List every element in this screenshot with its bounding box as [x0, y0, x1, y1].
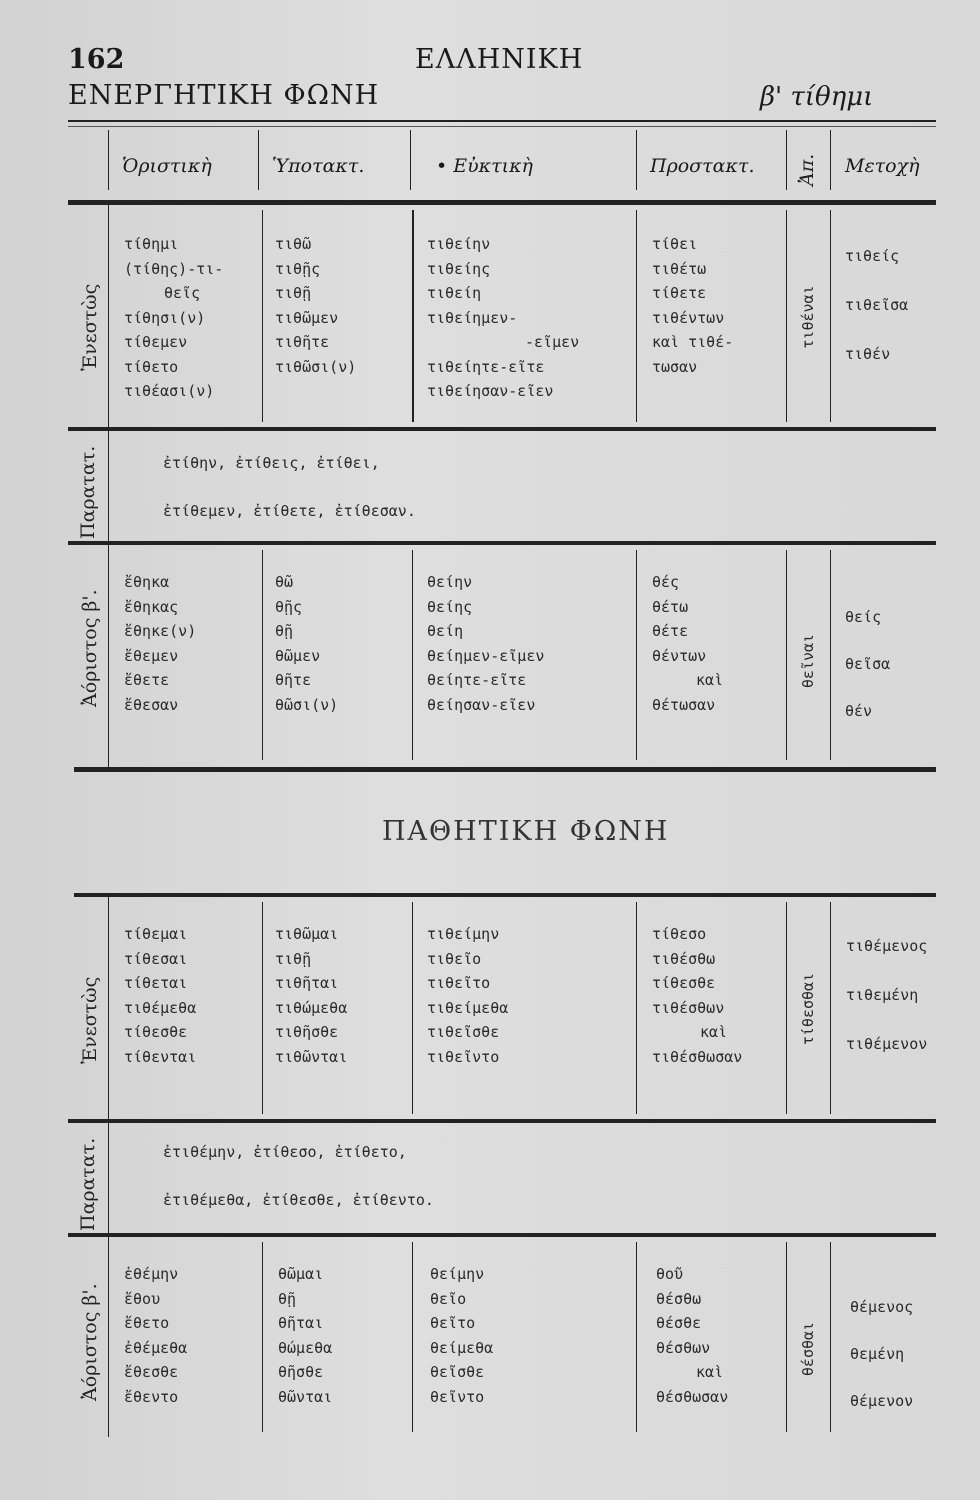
form: θῶμαι	[278, 1265, 324, 1283]
row-rule	[68, 427, 936, 431]
voice-heading-active: ΕΝΕΡΓΗΤΙΚΗ ΦΩΝΗ	[68, 80, 380, 111]
col-header-subjunctive: Ὑποτακτ.	[272, 155, 365, 177]
form: τιθεμένη	[846, 986, 919, 1004]
col-sep	[258, 130, 259, 190]
form: τιθείς	[845, 247, 900, 265]
active-aorist-imperative	[652, 570, 723, 717]
col-sep	[412, 1242, 413, 1432]
form: τιθείμην	[427, 925, 500, 943]
row-label-active-present: Ἐνεστὼς	[79, 283, 101, 371]
col-sep	[108, 1123, 109, 1235]
form: -εῖμεν	[525, 333, 580, 351]
form: καὶ	[700, 1023, 728, 1041]
form: τιθείην	[427, 235, 491, 253]
col-sep	[786, 550, 787, 760]
form: θέτωσαν	[652, 695, 716, 714]
form: τιθέσθω	[652, 949, 716, 968]
active-aorist-subjunctive	[275, 570, 338, 717]
form: θές	[652, 573, 680, 591]
form: ἔθετε	[124, 671, 170, 689]
form: τιθείητε-εῖτε	[427, 357, 545, 376]
form: θέντων	[652, 646, 707, 665]
form: θέτω	[652, 597, 689, 616]
form: τιθέασι(ν)	[124, 382, 215, 400]
form: τιθεῖσα	[845, 296, 909, 314]
form: θεῖσθε	[430, 1363, 485, 1381]
form: τιθείης	[427, 259, 491, 278]
form: καὶ τιθέ-	[652, 333, 734, 351]
col-sep	[830, 130, 831, 190]
form: τιθέτω	[652, 259, 707, 278]
form: θοῦ	[656, 1265, 684, 1283]
form: θῶ	[275, 573, 294, 591]
form: τιθείησαν-εῖεν	[427, 382, 554, 400]
form: θεμένη	[850, 1345, 905, 1363]
active-present-imperative	[652, 232, 733, 379]
form: ἐθέμην	[124, 1265, 179, 1283]
col-sep	[108, 130, 109, 190]
active-present-subjunctive	[275, 232, 356, 379]
form: θείη	[427, 622, 464, 640]
col-sep	[786, 210, 787, 422]
passive-present-infinitive: τίθεσθαι	[799, 972, 817, 1046]
form: τίθεμαι	[124, 925, 188, 943]
active-present-infinitive: τιθέναι	[799, 285, 817, 349]
form: τιθέντων	[652, 308, 725, 327]
row-rule	[68, 1233, 936, 1237]
form: τιθέμενον	[846, 1035, 928, 1053]
form: θείμεθα	[430, 1338, 494, 1357]
form: θεῖο	[430, 1289, 467, 1308]
col-header-optative: • Εὐκτικὴ	[436, 155, 533, 177]
passive-present-subjunctive	[275, 922, 347, 1069]
form: τωσαν	[652, 357, 698, 376]
form: τίθετο	[124, 357, 179, 376]
col-sep	[108, 205, 109, 427]
form: θῆσθε	[278, 1363, 324, 1381]
verb-heading: β' τίθημι	[760, 82, 874, 112]
form: τιθῆτε	[275, 333, 330, 351]
col-sep	[108, 1237, 109, 1437]
passive-imperfect-line-1: ἐτιθέμην, ἐτίθεσο, ἐτίθετο,	[163, 1143, 407, 1161]
header-rule-thin	[68, 126, 936, 127]
form: τίθενται	[124, 1047, 197, 1066]
form: τιθῇ	[275, 949, 312, 968]
form: θῆται	[278, 1314, 324, 1332]
form: θεῖσα	[845, 655, 891, 673]
form: θέσθων	[656, 1338, 711, 1357]
form: τιθῶμεν	[275, 308, 339, 327]
form: ἔθεσθε	[124, 1363, 179, 1381]
form: θείην	[427, 573, 473, 591]
row-label-active-imperfect: Παρατατ.	[77, 445, 99, 539]
form: θῇς	[275, 597, 303, 616]
form: τιθῶνται	[275, 1047, 348, 1066]
form: ἔθου	[124, 1289, 161, 1308]
passive-present-indicative	[124, 922, 196, 1069]
form: θῶμεν	[275, 646, 321, 665]
form: καὶ	[696, 671, 724, 689]
col-sep	[412, 550, 413, 760]
form: ἔθηκε(ν)	[124, 622, 197, 640]
form: ἔθετο	[124, 1314, 170, 1332]
passive-present-optative	[427, 922, 508, 1069]
col-sep	[636, 130, 637, 190]
row-label-active-aorist: Ἀόριστος β'.	[79, 589, 101, 707]
form: θῇ	[275, 622, 294, 640]
col-header-participle: Μετοχὴ	[845, 155, 920, 177]
passive-present-imperative	[652, 922, 742, 1069]
form: τιθῇ	[275, 284, 312, 302]
form: τιθεῖτο	[427, 974, 491, 992]
passive-aorist-indicative	[124, 1262, 187, 1409]
form: (τίθης)-τι-	[124, 259, 224, 278]
passive-aorist-infinitive: θέσθαι	[799, 1321, 817, 1377]
form: τίθεται	[124, 974, 188, 992]
form: τίθετε	[652, 284, 707, 302]
active-imperfect-line-1: ἐτίθην, ἐτίθεις, ἐτίθει,	[163, 454, 380, 472]
form: τιθεῖο	[427, 949, 482, 968]
form: θείησαν-εῖεν	[427, 695, 536, 714]
active-present-indicative	[124, 232, 223, 404]
form: τιθῶ	[275, 235, 312, 253]
form: τιθῆται	[275, 974, 339, 992]
form: θέτε	[652, 622, 689, 640]
form: καὶ	[696, 1363, 724, 1381]
col-sep	[262, 1242, 263, 1432]
form: τιθέν	[845, 345, 891, 363]
form: τίθεσο	[652, 925, 707, 943]
col-sep	[108, 545, 109, 767]
row-rule	[68, 541, 936, 545]
row-label-passive-aorist: Ἀόριστος β'.	[79, 1283, 101, 1401]
form: τίθεσαι	[124, 949, 188, 968]
col-sep	[636, 550, 637, 760]
form: τιθῶσι(ν)	[275, 357, 357, 376]
col-sep	[830, 550, 831, 760]
col-header-infinitive: Ἀπ.	[796, 153, 818, 186]
active-aorist-infinitive: θεῖναι	[799, 633, 817, 689]
col-sep	[412, 902, 413, 1114]
form: τιθέσθωσαν	[652, 1047, 743, 1066]
row-label-passive-present: Ἐνεστὼς	[79, 976, 101, 1064]
form: θέν	[845, 702, 873, 720]
col-sep	[830, 210, 831, 422]
form: θεῖντο	[430, 1387, 485, 1406]
passive-aorist-optative	[430, 1262, 493, 1409]
passive-aorist-subjunctive	[278, 1262, 332, 1409]
form: θείμην	[430, 1265, 485, 1283]
col-sep	[262, 550, 263, 760]
col-sep	[262, 902, 263, 1114]
form: τιθέμεθα	[124, 998, 197, 1017]
form: θῆτε	[275, 671, 312, 689]
form: τίθησι(ν)	[124, 308, 206, 327]
form: ἔθεσαν	[124, 695, 179, 714]
active-aorist-optative	[427, 570, 544, 717]
passive-aorist-imperative	[656, 1262, 728, 1409]
form: θείητε-εῖτε	[427, 671, 527, 689]
active-present-participle	[845, 232, 908, 379]
form: θείημεν-εῖμεν	[427, 646, 545, 665]
form: θέσθε	[656, 1314, 702, 1332]
form: τιθώμεθα	[275, 998, 348, 1017]
col-sep	[636, 1242, 637, 1432]
form: θεῖς	[164, 284, 201, 302]
form: τιθέσθων	[652, 998, 725, 1017]
col-header-imperative: Προστακτ.	[650, 155, 755, 177]
form: τίθεσθε	[652, 974, 716, 992]
row-rule	[68, 1119, 936, 1123]
form: τίθεσθε	[124, 1023, 188, 1041]
col-sep	[262, 210, 263, 422]
col-sep	[786, 902, 787, 1114]
form: τιθῆσθε	[275, 1023, 339, 1041]
form: θέσθωσαν	[656, 1387, 729, 1406]
form: τιθείη	[427, 284, 482, 302]
col-sep	[108, 431, 109, 543]
table-top-rule	[68, 200, 936, 205]
col-sep	[410, 130, 411, 190]
col-sep	[830, 902, 831, 1114]
form: τιθεῖσθε	[427, 1023, 500, 1041]
page-title: ΕΛΛΗΝΙΚΗ	[415, 44, 584, 75]
col-sep	[108, 897, 109, 1119]
form: θείης	[427, 597, 473, 616]
form: τιθείμεθα	[427, 998, 509, 1017]
form: θῇ	[278, 1289, 297, 1308]
passive-imperfect-line-2: ἐτιθέμεθα, ἐτίθεσθε, ἐτίθεντο.	[163, 1191, 434, 1209]
active-aorist-indicative	[124, 570, 196, 717]
form: τιθεῖντο	[427, 1047, 500, 1066]
active-aorist-participle	[845, 594, 890, 735]
form: τίθεμεν	[124, 333, 188, 351]
row-label-passive-imperfect: Παρατατ.	[77, 1137, 99, 1231]
section-rule	[74, 767, 936, 772]
col-sep	[786, 1242, 787, 1432]
col-sep	[786, 130, 787, 190]
form: ἔθηκας	[124, 597, 179, 616]
passive-present-participle	[846, 922, 927, 1069]
form: τίθημι	[124, 235, 179, 253]
col-sep	[412, 210, 414, 422]
active-imperfect-line-2: ἐτίθεμεν, ἐτίθετε, ἐτίθεσαν.	[163, 502, 416, 520]
passive-aorist-participle	[850, 1284, 913, 1425]
form: θέμενος	[850, 1298, 914, 1316]
form: θῶνται	[278, 1387, 333, 1406]
form: θῶσι(ν)	[275, 695, 339, 714]
form: τιθῇς	[275, 259, 321, 278]
section-rule	[74, 893, 936, 897]
active-present-optative	[427, 232, 579, 404]
form: θέμενον	[850, 1392, 914, 1410]
col-sep	[636, 902, 637, 1114]
header-rule	[68, 120, 936, 122]
form: ἔθεντο	[124, 1387, 179, 1406]
form: τιθείημεν-	[427, 308, 518, 327]
col-sep	[830, 1242, 831, 1432]
form: τιθέμενος	[846, 937, 928, 955]
form: θείς	[845, 608, 882, 626]
form: ἐθέμεθα	[124, 1338, 188, 1357]
form: θώμεθα	[278, 1338, 333, 1357]
col-header-indicative: Ὁριστικὴ	[122, 155, 212, 177]
page-number: 162	[68, 44, 125, 75]
col-sep	[636, 210, 637, 422]
form: τίθει	[652, 235, 698, 253]
form: θέσθω	[656, 1289, 702, 1308]
form: θεῖτο	[430, 1314, 476, 1332]
form: ἔθηκα	[124, 573, 170, 591]
form: ἔθεμεν	[124, 646, 179, 665]
form: τιθῶμαι	[275, 925, 339, 943]
voice-heading-passive: ΠΑΘΗΤΙΚΗ ΦΩΝΗ	[382, 816, 670, 847]
